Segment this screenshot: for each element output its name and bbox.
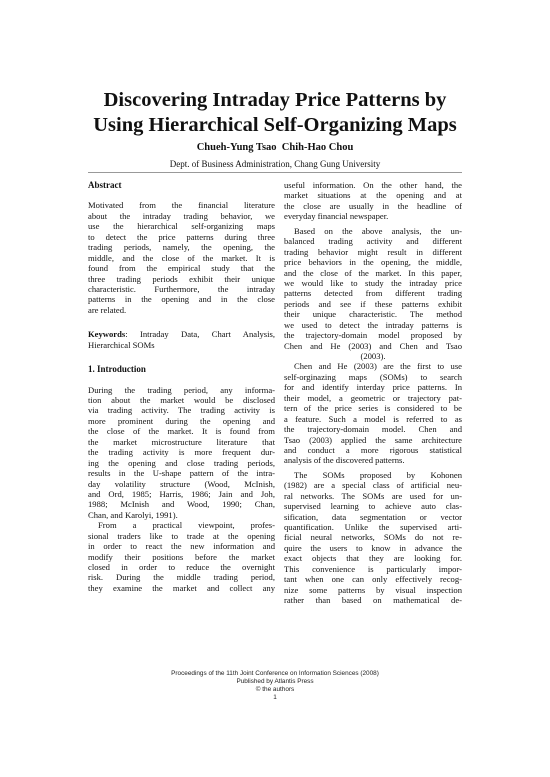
body-line: useful information. On the other hand, the xyxy=(284,180,462,190)
body-line: quire the users to know in advance the xyxy=(284,542,462,553)
header-rule xyxy=(88,172,462,173)
abstract-line: use the hierarchical self-organizing maps xyxy=(88,221,275,232)
body-line: price behaviors in the opening, the middle, xyxy=(284,257,462,268)
body-line: the trajectory-domain model proposed by xyxy=(284,330,462,341)
spacer xyxy=(88,350,275,364)
abstract-line: are related. xyxy=(88,304,127,315)
intro-line: risk. During the middle trading period, xyxy=(88,572,275,583)
body-line: self-orginazing maps (SOMs) to search xyxy=(284,371,462,382)
abstract-heading: Abstract xyxy=(88,180,122,190)
intro-line: closed in order to reduce the overnight xyxy=(88,562,275,573)
body-line: their model, a geometric or trajectory pat- xyxy=(284,392,462,403)
intro-line: results in the U-shape pattern of the intra- xyxy=(88,468,275,479)
intro-line: more prominent during the opening and xyxy=(88,415,275,426)
body-line: The SOMs proposed by Kohonen xyxy=(294,469,462,480)
body-line: (1982) are a special class of artificial neu- xyxy=(284,480,462,491)
body-line: balanced trading activity and different xyxy=(284,236,462,247)
body-line: analysis of the discovered patterns. xyxy=(284,455,405,466)
body-line: Based on the above analysis, the un- xyxy=(294,225,462,236)
body-line: periods and see if these patterns exhibit xyxy=(284,298,462,309)
body-line: tant when one can only effectively recog- xyxy=(284,574,462,585)
right-column xyxy=(284,180,462,606)
intro-line: in order to react the new information and xyxy=(88,541,275,552)
body-line: rather than based on mathematical de- xyxy=(284,595,462,606)
page-footer xyxy=(0,670,550,702)
right-paragraph-2 xyxy=(284,226,462,362)
right-paragraph-4 xyxy=(284,470,462,606)
right-paragraph-3 xyxy=(284,361,462,465)
intro-line: 1988; McInish and Wood, 1990; Chan, xyxy=(88,499,275,510)
body-line: everyday financial newspaper. xyxy=(284,211,389,222)
spacer xyxy=(88,375,275,385)
intro-line: the close of the market. It is found from xyxy=(88,426,275,437)
body-line: their unique characteristic. The method xyxy=(284,309,462,320)
footer-proceedings: Proceedings of the 11th Joint Conference on Information Sciences (2008) xyxy=(171,670,379,677)
page-number: 1 xyxy=(273,694,277,701)
abstract-line: to detect the price patterns during three xyxy=(88,231,275,242)
intro-line: From a practical viewpoint, profes- xyxy=(98,520,275,531)
abstract-line: characteristic. Furthermore, the intraday xyxy=(88,283,275,294)
introduction-body xyxy=(88,385,275,594)
title-line-1: Discovering Intraday Price Patterns by xyxy=(103,89,447,111)
body-line: tern of the price series is considered to be xyxy=(284,403,462,414)
intro-line: ing the opening and close trading periods, xyxy=(88,457,275,468)
body-line: supervised learning to achieve auto clas- xyxy=(284,501,462,512)
keywords-line-2: Hierarchical SOMs xyxy=(88,339,155,350)
intro-line: the market microstructure literature that xyxy=(88,436,275,447)
abstract-line: trading periods, namely, the opening, the xyxy=(88,242,275,253)
keywords-line-1 xyxy=(88,329,275,339)
intro-line: tion about the market would be disclosed xyxy=(88,395,275,406)
body-line: Chen and He (2003) and Chen and Tsao xyxy=(284,340,462,351)
body-line: trading behavior might result in different xyxy=(284,246,462,257)
intro-line: During the trading period, any informa- xyxy=(88,384,275,395)
intro-line: and Ord, 1985; Harris, 1986; Jain and Joh, xyxy=(88,488,275,499)
paper-title xyxy=(60,88,490,138)
keywords-label: Keywords xyxy=(88,329,126,340)
title-line-2: Using Hierarchical Self-Organizing Maps xyxy=(93,114,457,136)
body-line: for and identify interday price patterns. In xyxy=(284,382,462,393)
body-line: ral networks. The SOMs are used for un- xyxy=(284,490,462,501)
body-line: This convenience is particularly impor- xyxy=(284,563,462,574)
body-line: patterns detected from different trading xyxy=(284,288,462,299)
body-line: and conduct a more rigorous statistical xyxy=(284,444,462,455)
introduction-heading: 1. Introduction xyxy=(88,364,146,375)
affiliation: Dept. of Business Administration, Chang Gung University xyxy=(169,159,381,169)
body-line: we used to detect the intraday patterns is xyxy=(284,319,462,330)
abstract-body xyxy=(88,200,275,315)
body-line: and the close of the market. In this paper, xyxy=(284,267,462,278)
right-paragraph-1 xyxy=(284,180,462,222)
intro-line: Chan, and Karolyi, 1991). xyxy=(88,509,178,520)
spacer xyxy=(88,190,275,200)
abstract-line: three trading periods exhibit their unique xyxy=(88,273,275,284)
body-line: nize some patterns by visual inspection xyxy=(284,584,462,595)
intro-line: the trading activity is more frequent dur- xyxy=(88,447,275,458)
body-line: the close are usually in the headline of xyxy=(284,200,462,211)
intro-line: via trading activity. The trading activity is xyxy=(88,405,275,416)
abstract-line: about the intraday trading behavior, we xyxy=(88,210,275,221)
abstract-line: patterns in the opening and in the close xyxy=(88,294,275,305)
keywords-text: : Intraday Data, Chart Analysis, xyxy=(125,329,275,340)
intro-line: day volatility structure (Wood, McInish, xyxy=(88,478,275,489)
body-line: quantification. Unlike the supervised arti- xyxy=(284,522,462,532)
authors: Chueh-Yung Tsao Chih-Hao Chou xyxy=(196,142,354,153)
left-column xyxy=(88,180,275,593)
body-line: ficial neural networks, SOMs do not re- xyxy=(284,532,462,543)
body-line: exact objects that they are looking for. xyxy=(284,553,462,564)
spacer xyxy=(88,315,275,329)
body-line: a feature. Such a model is referred to as xyxy=(284,413,462,424)
body-line: Tsao (2003) applied the same architecture xyxy=(284,434,462,445)
keywords xyxy=(88,329,275,350)
footer-copyright: © the authors xyxy=(255,686,295,693)
body-line: we would like to study the intraday price xyxy=(284,277,462,288)
intro-line: they examine the market and collect any xyxy=(88,582,275,593)
body-line: market situations at the opening and at xyxy=(284,190,462,201)
footer-publisher: Published by Atlantis Press xyxy=(236,678,314,685)
abstract-line: middle, and the close of the market. It is xyxy=(88,252,275,263)
intro-line: sional traders like to trade at the opening xyxy=(88,530,275,541)
abstract-line: Motivated from the financial literature xyxy=(88,200,275,211)
body-line: (2003). xyxy=(360,351,386,361)
body-line: the trajectory-domain model. Chen and xyxy=(284,424,462,435)
body-line: Chen and He (2003) are the first to use xyxy=(294,361,462,372)
body-line: sification, data segmentation or vector xyxy=(284,511,462,522)
intro-line: modify their positions before the market xyxy=(88,551,275,562)
abstract-line: found from the empirical study that the xyxy=(88,263,275,274)
